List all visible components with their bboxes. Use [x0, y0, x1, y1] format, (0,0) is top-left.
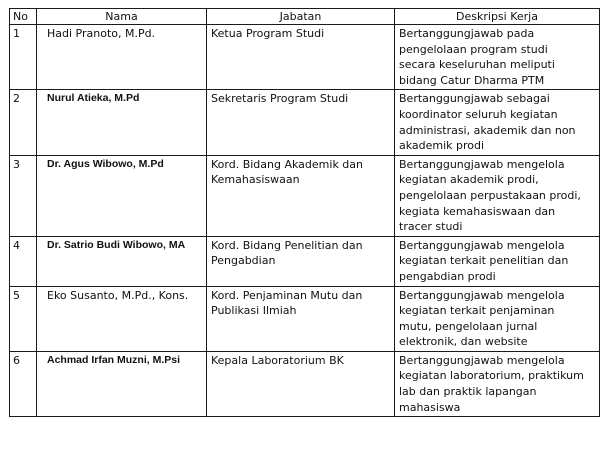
jabatan-line: Kord. Penjaminan Mutu dan	[211, 288, 363, 302]
row-jabatan	[207, 155, 395, 236]
table-header-row	[10, 9, 600, 25]
jabatan-line: Kord. Bidang Akademik dan	[211, 157, 364, 171]
table-row	[10, 25, 600, 90]
jabatan-line: Kord. Bidang Penelitian dan	[211, 238, 363, 252]
deskripsi-line: koordinator seluruh kegiatan	[399, 107, 558, 121]
table-row	[10, 236, 600, 286]
deskripsi-line: kegiata kemahasiswaan dan	[399, 204, 556, 218]
table-body	[10, 25, 600, 417]
table-row	[10, 286, 600, 351]
row-number: 5	[10, 286, 37, 351]
row-deskripsi	[395, 286, 600, 351]
deskripsi-line: kegiatan akademik prodi,	[399, 173, 539, 187]
row-number: 2	[10, 90, 37, 155]
row-nama: Dr. Agus Wibowo, M.Pd	[37, 155, 207, 236]
row-number: 1	[10, 25, 37, 90]
row-number: 6	[10, 351, 37, 416]
header-no: No	[10, 9, 37, 25]
row-jabatan	[207, 351, 395, 416]
deskripsi-line: Bertanggungjawab mengelola	[399, 238, 565, 252]
row-number: 4	[10, 236, 37, 286]
deskripsi-line: lab dan praktik lapangan	[399, 385, 537, 399]
jabatan-line: Kepala Laboratorium BK	[211, 353, 344, 367]
deskripsi-line: Bertanggungjawab mengelola	[399, 353, 565, 367]
row-nama: Hadi Pranoto, M.Pd.	[37, 25, 207, 90]
deskripsi-line: bidang Catur Dharma PTM	[399, 73, 545, 87]
deskripsi-line: tracer studi	[399, 220, 463, 234]
staff-table	[9, 8, 600, 417]
deskripsi-line: pengelolaan perpustakaan prodi,	[399, 188, 581, 202]
deskripsi-line: pengabdian prodi	[399, 269, 496, 283]
deskripsi-line: elektronik, dan website	[399, 335, 528, 349]
deskripsi-line: pengelolaan program studi	[399, 42, 548, 56]
deskripsi-line: mahasiswa	[399, 400, 461, 414]
header-nama: Nama	[37, 9, 207, 25]
jabatan-line: Kemahasiswaan	[211, 173, 300, 187]
deskripsi-line: Bertanggungjawab pada	[399, 27, 535, 40]
table-row	[10, 90, 600, 155]
deskripsi-line: secara keseluruhan meliputi	[399, 58, 555, 72]
row-jabatan	[207, 90, 395, 155]
table-row	[10, 155, 600, 236]
row-nama: Eko Susanto, M.Pd., Kons.	[37, 286, 207, 351]
deskripsi-line: mutu, pengelolaan jurnal	[399, 319, 538, 333]
row-deskripsi	[395, 236, 600, 286]
jabatan-line: Pengabdian	[211, 254, 276, 268]
row-deskripsi	[395, 351, 600, 416]
jabatan-line: Sekretaris Program Studi	[211, 92, 349, 106]
deskripsi-line: kegiatan terkait penjaminan	[399, 304, 555, 318]
row-jabatan	[207, 236, 395, 286]
row-deskripsi	[395, 25, 600, 90]
deskripsi-line: kegiatan terkait penelitian dan	[399, 254, 569, 268]
row-nama: Nurul Atieka, M.Pd	[37, 90, 207, 155]
row-jabatan	[207, 286, 395, 351]
row-nama: Achmad Irfan Muzni, M.Psi	[37, 351, 207, 416]
deskripsi-line: Bertanggungjawab mengelola	[399, 288, 565, 302]
deskripsi-line: kegiatan laboratorium, praktikum	[399, 369, 584, 383]
deskripsi-line: administrasi, akademik dan non	[399, 123, 576, 137]
row-deskripsi	[395, 90, 600, 155]
row-jabatan	[207, 25, 395, 90]
deskripsi-line: akademik prodi	[399, 139, 485, 153]
table-row	[10, 351, 600, 416]
row-nama: Dr. Satrio Budi Wibowo, MA	[37, 236, 207, 286]
deskripsi-line: Bertanggungjawab mengelola	[399, 157, 565, 171]
deskripsi-line: Bertanggungjawab sebagai	[399, 92, 550, 106]
header-deskripsi: Deskripsi Kerja	[395, 9, 600, 25]
row-deskripsi	[395, 155, 600, 236]
table-container	[9, 8, 600, 417]
header-jabatan: Jabatan	[207, 9, 395, 25]
row-number: 3	[10, 155, 37, 236]
jabatan-line: Publikasi Ilmiah	[211, 304, 297, 318]
jabatan-line: Ketua Program Studi	[211, 27, 325, 40]
